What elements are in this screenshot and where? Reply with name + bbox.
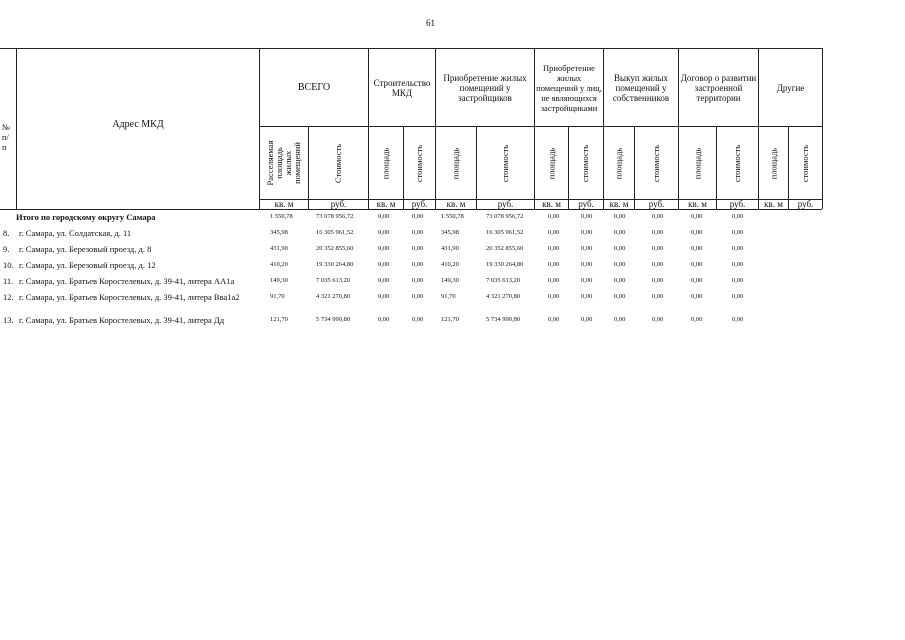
row-value: 0,00 (581, 245, 593, 252)
row-value: 0,00 (732, 277, 744, 284)
total-group-header: ВСЕГО (297, 82, 331, 93)
unit-label: руб. (578, 199, 594, 209)
row-value: 149,30 (270, 277, 288, 284)
row-value: 0,00 (614, 245, 626, 252)
row-value: 0,00 (378, 316, 390, 323)
row-value: 431,90 (441, 245, 459, 252)
row-value: 0,00 (378, 293, 390, 300)
unit-label: руб. (497, 199, 514, 209)
total-value: 73 078 956,72 (486, 213, 524, 220)
row-number: 12. (3, 292, 14, 302)
grid-line (822, 48, 823, 209)
resettled-area-subheader: Расселяемая площадь жилых помещений (265, 140, 302, 186)
builders-area-subheader: площадь (450, 147, 461, 179)
grid-line (260, 126, 822, 127)
row-value: 0,00 (691, 316, 703, 323)
grid-line (308, 126, 309, 209)
grid-line (716, 126, 717, 209)
row-value: 0,00 (581, 229, 593, 236)
row-value: 0,00 (412, 316, 424, 323)
unit-label: кв. м (376, 199, 396, 209)
row-value: 0,00 (548, 229, 560, 236)
row-value: 5 734 990,80 (486, 316, 521, 323)
total-value: 0,00 (378, 213, 390, 220)
row-value: 0,00 (614, 277, 626, 284)
row-value: 19 330 264,80 (486, 261, 524, 268)
row-value: 0,00 (378, 229, 390, 236)
development-contract-group-header: Договор о развитии застроенной территории (680, 73, 757, 103)
grid-line (476, 126, 477, 209)
row-value: 0,00 (412, 293, 424, 300)
row-value: 19 330 264,80 (316, 261, 354, 268)
development-cost-subheader: стоимость (731, 144, 742, 182)
grid-line (16, 48, 17, 209)
row-address-text: г. Самара, ул. Березовый проезд, д. 8 (19, 244, 152, 254)
grid-line (758, 48, 759, 209)
row-number: 9. (3, 244, 10, 254)
row-value: 0,00 (378, 261, 390, 268)
row-value: 16 305 961,52 (486, 229, 524, 236)
row-value: 0,00 (548, 316, 560, 323)
row-value: 0,00 (614, 229, 626, 236)
row-value: 0,00 (691, 245, 703, 252)
row-value: 4 321 270,80 (316, 293, 351, 300)
row-value: 345,98 (270, 229, 288, 236)
grid-line (0, 209, 822, 210)
row-value: 0,00 (732, 245, 744, 252)
row-value: 0,00 (691, 261, 703, 268)
grid-line (368, 48, 369, 209)
total-value: 1 550,78 (441, 213, 464, 220)
other-area-subheader: площадь (768, 147, 778, 179)
row-value: 410,20 (441, 261, 459, 268)
row-value: 0,00 (691, 277, 703, 284)
unit-label: кв. м (764, 199, 783, 209)
non-builders-cost-subheader: стоимость (580, 144, 591, 182)
non-builders-area-subheader: площадь (546, 147, 556, 179)
row-value: 0,00 (652, 316, 664, 323)
row-value: 0,00 (378, 245, 390, 252)
total-value: 0,00 (614, 213, 626, 220)
row-number: 8. (3, 228, 10, 238)
buyout-cost-subheader: стоимость (650, 144, 661, 182)
row-value: 0,00 (581, 277, 593, 284)
total-value: 0,00 (548, 213, 560, 220)
page-number: 61 (426, 18, 435, 28)
row-value: 0,00 (378, 277, 390, 284)
total-value: 73 078 956,72 (316, 213, 354, 220)
row-value: 0,00 (652, 245, 664, 252)
row-number: 10. (3, 260, 14, 270)
row-value: 0,00 (652, 229, 664, 236)
row-value: 0,00 (412, 229, 424, 236)
row-value: 0,00 (614, 261, 626, 268)
other-group-header: Другие (776, 83, 805, 93)
row-address-text: г. Самара, ул. Березовый проезд, д. 12 (19, 260, 156, 270)
row-value: 0,00 (412, 245, 424, 252)
row-number: 13. (3, 315, 14, 325)
row-value: 0,00 (652, 293, 664, 300)
total-row-label: Итого по городскому округу Самара (16, 212, 156, 222)
row-value: 91,70 (441, 293, 456, 300)
total-value: 1 550,78 (270, 213, 293, 220)
row-value: 0,00 (614, 293, 626, 300)
total-value: 0,00 (691, 213, 703, 220)
unit-label: руб. (330, 199, 347, 209)
total-value: 0,00 (412, 213, 424, 220)
row-number: 11. (3, 276, 14, 286)
row-value: 0,00 (652, 261, 664, 268)
builders-cost-subheader: стоимость (499, 144, 510, 182)
development-area-subheader: площадь (692, 147, 702, 179)
row-value: 149,30 (441, 277, 459, 284)
construction-group-header: Строительство МКД (373, 78, 431, 98)
row-address (3, 276, 234, 286)
row-value: 0,00 (548, 261, 560, 268)
construction-area-subheader: площадь (380, 147, 391, 179)
unit-label: руб. (729, 199, 746, 209)
buyout-owners-group-header: Выкуп жилых помещений у собственников (612, 73, 670, 103)
total-value: 0,00 (732, 213, 744, 220)
row-value: 0,00 (581, 261, 593, 268)
grid-line (678, 48, 679, 209)
row-value: 345,98 (441, 229, 459, 236)
row-value: 0,00 (614, 316, 626, 323)
row-value: 20 352 855,60 (316, 245, 354, 252)
row-value: 431,90 (270, 245, 288, 252)
row-value: 4 321 270,80 (486, 293, 521, 300)
row-value: 0,00 (732, 293, 744, 300)
row-value: 0,00 (548, 245, 560, 252)
grid-line (260, 199, 822, 200)
purchase-builders-group-header: Приобретение жилых помещений у застройщиков (443, 73, 527, 103)
row-value: 0,00 (732, 261, 744, 268)
grid-line (634, 126, 635, 209)
row-value: 121,70 (441, 316, 459, 323)
row-value: 91,70 (270, 293, 285, 300)
grid-line (788, 126, 789, 209)
row-value: 0,00 (548, 293, 560, 300)
total-value: 0,00 (652, 213, 664, 220)
row-value: 410,20 (270, 261, 288, 268)
unit-label: кв. м (274, 199, 294, 209)
purchase-non-builders-group-header: Приобретение жилых помещений у лиц, не являющихся застройщиками (536, 63, 602, 113)
row-value: 0,00 (412, 261, 424, 268)
grid-line (568, 126, 569, 209)
unit-label: кв. м (609, 199, 629, 209)
total-value: 0,00 (581, 213, 593, 220)
row-address-text: г. Самара, ул. Братьев Коростелевых, д. 39-41, литера Дд (19, 315, 225, 325)
address-header: Адрес МКД (112, 119, 164, 130)
other-cost-subheader: стоимость (800, 144, 811, 182)
row-value: 5 734 990,80 (316, 316, 351, 323)
row-value: 0,00 (548, 277, 560, 284)
row-value: 16 305 961,52 (316, 229, 354, 236)
row-address-text: г. Самара, ул. Солдатская, д. 11 (19, 228, 132, 238)
row-value: 0,00 (732, 229, 744, 236)
row-address (3, 228, 131, 238)
row-value: 20 352 855,60 (486, 245, 524, 252)
row-value: 0,00 (691, 229, 703, 236)
row-value: 0,00 (732, 316, 744, 323)
row-address (3, 260, 156, 270)
row-value: 7 035 613,20 (316, 277, 351, 284)
unit-label: руб. (797, 199, 814, 209)
row-value: 0,00 (412, 277, 424, 284)
grid-line (534, 48, 535, 209)
row-value: 7 035 613,20 (486, 277, 521, 284)
buyout-area-subheader: площадь (613, 147, 624, 179)
row-address (3, 292, 240, 302)
grid-line (603, 48, 604, 209)
row-address (3, 244, 151, 254)
grid-line (403, 126, 404, 209)
grid-line (259, 48, 260, 209)
unit-label: кв. м (542, 199, 561, 209)
row-value: 0,00 (581, 293, 593, 300)
grid-line (435, 48, 436, 209)
unit-label: кв. м (446, 199, 466, 209)
unit-label: руб. (648, 199, 665, 209)
row-value: 0,00 (581, 316, 593, 323)
row-address-text: г. Самара, ул. Братьев Коростелевых, д. 39-41, литера АА1а (19, 276, 235, 286)
row-value: 0,00 (652, 277, 664, 284)
row-value: 0,00 (691, 293, 703, 300)
row-number-header: № п/п (2, 122, 11, 152)
unit-label: кв. м (688, 199, 707, 209)
row-address (3, 315, 224, 325)
construction-cost-subheader: стоимость (414, 144, 425, 182)
grid-line (0, 48, 822, 49)
row-address-text: г. Самара, ул. Братьев Коростелевых, д. 39-41, литера Вва1а2 (19, 292, 240, 302)
unit-label: руб. (411, 199, 428, 209)
row-value: 121,70 (270, 316, 288, 323)
cost-subheader: Стоимость (332, 143, 343, 183)
